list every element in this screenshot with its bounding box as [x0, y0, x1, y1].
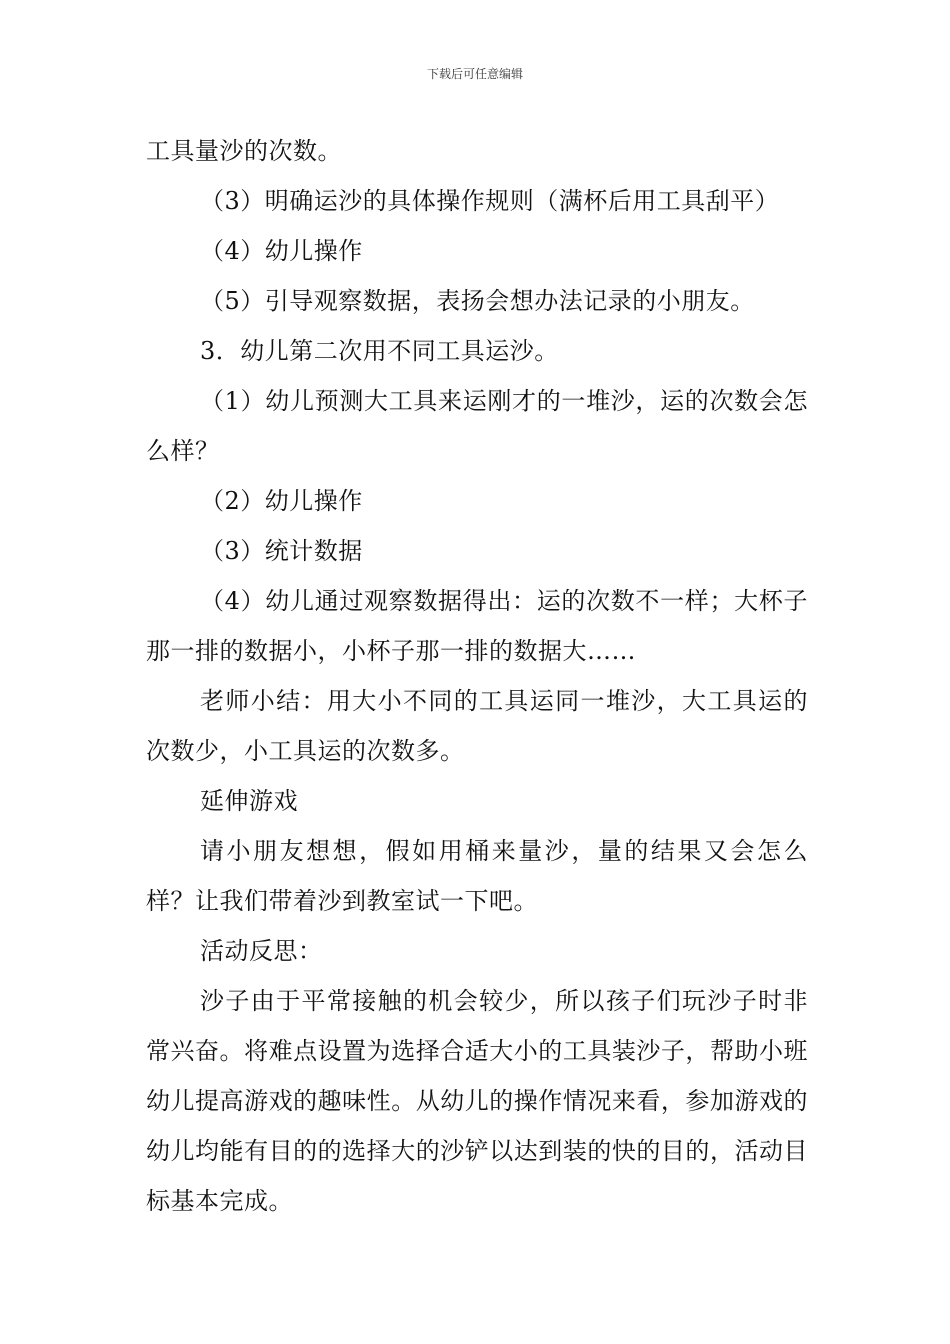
- paragraph-continuation: 工具量沙的次数。: [146, 137, 342, 165]
- paragraph-step-1: （1）幼儿预测大工具来运刚才的一堆沙，运的次数会怎么样？: [146, 387, 808, 465]
- heading-extension-game: 延伸游戏: [200, 787, 298, 815]
- paragraph-step-4: （4）幼儿通过观察数据得出：运的次数不一样；大杯子那一排的数据小，小杯子那一排的数据大……: [146, 587, 808, 665]
- paragraph-step-2: （2）幼儿操作: [200, 487, 363, 515]
- heading-activity-reflection: 活动反思：: [200, 937, 323, 965]
- document-body: [146, 126, 808, 1226]
- paragraph-teacher-summary: 老师小结：用大小不同的工具运同一堆沙，大工具运的次数少，小工具运的次数多。: [146, 687, 808, 765]
- paragraph-step-3-5: （5）引导观察数据，表扬会想办法记录的小朋友。: [200, 287, 755, 315]
- paragraph-step-3-3: （3）明确运沙的具体操作规则（满杯后用工具刮平）: [200, 187, 780, 215]
- paragraph-section-3: 3．幼儿第二次用不同工具运沙。: [200, 337, 559, 365]
- paragraph-extension-game: 请小朋友想想，假如用桶来量沙，量的结果又会怎么样？让我们带着沙到教室试一下吧。: [146, 837, 808, 915]
- paragraph-step-3-4: （4）幼儿操作: [200, 237, 363, 265]
- paragraph-step-3: （3）统计数据: [200, 537, 363, 565]
- paragraph-activity-reflection: 沙子由于平常接触的机会较少，所以孩子们玩沙子时非常兴奋。将难点设置为选择合适大小的工具装沙子，帮助小班幼儿提高游戏的趣味性。从幼儿的操作情况来看，参加游戏的幼儿均能有目的的选择大的沙铲以达到装的快的目的，活动目标基本完成。: [146, 987, 808, 1215]
- page-header-note: 下载后可任意编辑: [426, 67, 523, 81]
